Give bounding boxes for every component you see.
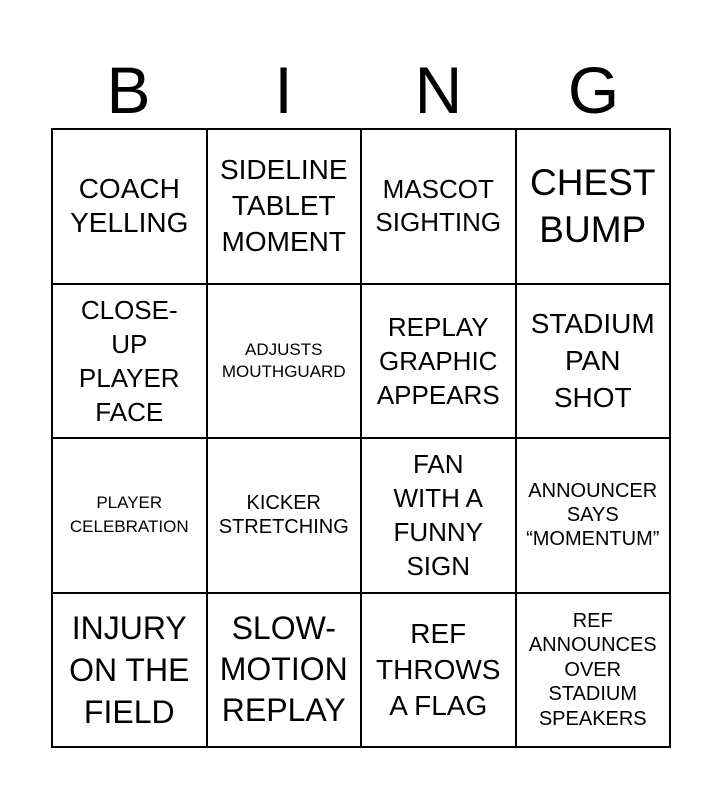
bingo-board — [51, 128, 671, 748]
bingo-cell[interactable] — [362, 594, 517, 749]
cell-label: SLOW- MOTION REPLAY — [219, 610, 348, 729]
cell-label: MASCOT SIGHTING — [375, 174, 502, 238]
cell-label: SIDELINE TABLET MOMENT — [219, 154, 348, 258]
bingo-cell[interactable] — [362, 130, 517, 285]
bingo-cell[interactable] — [517, 594, 672, 749]
bingo-cell[interactable] — [362, 285, 517, 440]
cell-label: KICKER STRETCHING — [218, 492, 349, 539]
cell-label: INJURY ON THE FIELD — [69, 609, 190, 730]
cell-label: FAN WITH A FUNNY SIGN — [393, 449, 484, 582]
cell-label: REF ANNOUNCES OVER STADIUM SPEAKERS — [528, 609, 657, 730]
header-letter-i: I — [274, 53, 293, 127]
bingo-cell[interactable] — [208, 130, 363, 285]
header-letter-b: B — [106, 53, 151, 127]
bingo-cell[interactable] — [517, 439, 672, 594]
bingo-cell[interactable] — [208, 285, 363, 440]
bingo-cell[interactable] — [517, 285, 672, 440]
bingo-header — [51, 55, 671, 125]
bingo-cell[interactable] — [53, 439, 208, 594]
cell-label: CHEST BUMP — [530, 162, 656, 251]
cell-label: ADJUSTS MOUTHGUARD — [221, 339, 346, 381]
cell-label: COACH YELLING — [70, 173, 189, 239]
cell-label: REPLAY GRAPHIC APPEARS — [376, 311, 500, 410]
bingo-cell[interactable] — [517, 130, 672, 285]
cell-label: CLOSE- UP PLAYER FACE — [78, 294, 180, 427]
cell-label: REF THROWS A FLAG — [376, 617, 501, 721]
header-letter-n: N — [414, 53, 463, 127]
bingo-cell[interactable] — [53, 594, 208, 749]
cell-label: STADIUM PAN SHOT — [530, 308, 655, 414]
bingo-cell[interactable] — [362, 439, 517, 594]
bingo-cell[interactable] — [208, 439, 363, 594]
bingo-cell[interactable] — [53, 130, 208, 285]
bingo-cell[interactable] — [53, 285, 208, 440]
cell-label: ANNOUNCER SAYS “MOMENTUM” — [526, 480, 660, 551]
bingo-cell[interactable] — [208, 594, 363, 749]
cell-label: PLAYER CELEBRATION — [69, 493, 189, 537]
header-letter-g: G — [567, 53, 620, 127]
